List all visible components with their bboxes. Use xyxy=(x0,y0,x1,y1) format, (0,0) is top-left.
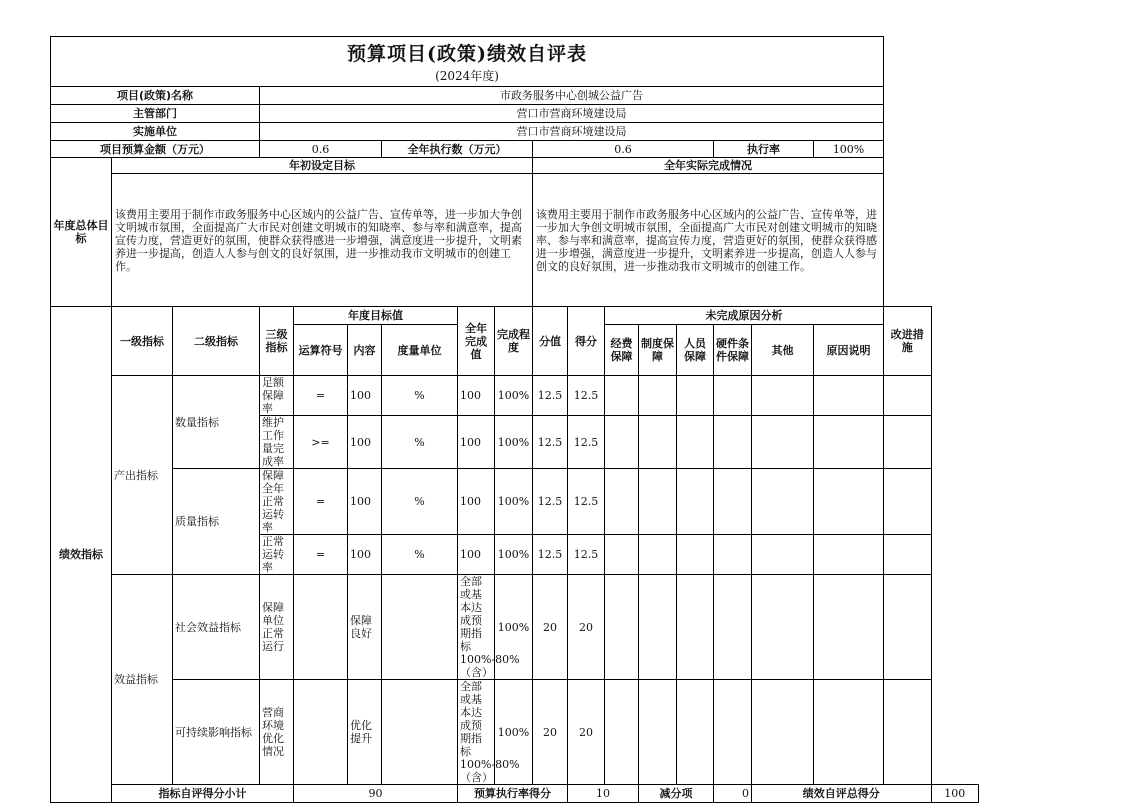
dept-label: 主管部门 xyxy=(51,105,260,123)
header-system: 制度保障 xyxy=(639,325,677,376)
header-reason-group: 未完成原因分析 xyxy=(605,307,884,325)
header-level2: 二级指标 xyxy=(173,307,260,376)
completion-cell: 100% xyxy=(495,376,533,416)
subtotal-label: 指标自评得分小计 xyxy=(112,785,294,803)
table-row xyxy=(51,680,979,785)
output-indicator-label: 产出指标 xyxy=(112,376,173,575)
total-score-value: 100 xyxy=(931,785,978,803)
completion-cell: 100% xyxy=(495,535,533,575)
rate-value: 100% xyxy=(814,141,884,158)
actual-cell: 100 xyxy=(458,469,495,535)
operator-cell: = xyxy=(294,469,348,535)
performance-evaluation-table xyxy=(50,36,979,803)
unit-value: 营口市营商环境建设局 xyxy=(260,123,884,141)
header-score: 得分 xyxy=(568,307,605,376)
content-cell: 优化提升 xyxy=(348,680,382,785)
header-operator: 运算符号 xyxy=(294,325,348,376)
operator-cell: >= xyxy=(294,416,348,469)
operator-cell xyxy=(294,575,348,680)
content-cell: 100 xyxy=(348,535,382,575)
total-score-label: 绩效自评总得分 xyxy=(752,785,932,803)
actual-cell: 100 xyxy=(458,535,495,575)
page-subtitle: (2024年度) xyxy=(435,69,499,84)
budget-value: 0.6 xyxy=(260,141,382,158)
header-completion: 完成程度 xyxy=(495,307,533,376)
actual-result-header: 全年实际完成情况 xyxy=(533,158,884,174)
header-weight: 分值 xyxy=(533,307,568,376)
header-hardware: 硬件条件保障 xyxy=(714,325,752,376)
header-improve: 改进措施 xyxy=(884,307,931,376)
annual-goal-label: 年度总体目标 xyxy=(51,158,112,307)
initial-goal-text: 该费用主要用于制作市政务服务中心区域内的公益广告、宣传单等，进一步加大争创文明城市氛围，全面提高广大市民对创建文明城市的知晓率、参与率和满意率，提高宣传力度，营造更好的氛围，使群众获得感进一步增强，满意度进一步提升，文明素养进一步提高，创造人人参与创文的良好氛围，进一步推动我市文明城市的创建工作。 xyxy=(112,174,533,307)
level3-cell: 保障全年正常运转率 xyxy=(260,469,294,535)
content-cell: 100 xyxy=(348,376,382,416)
header-funding: 经费保障 xyxy=(605,325,639,376)
sustainable-impact-label: 可持续影响指标 xyxy=(173,680,260,785)
budget-score-value: 10 xyxy=(568,785,639,803)
subtitle-cell xyxy=(51,67,884,87)
completion-cell: 100% xyxy=(495,416,533,469)
score-cell: 12.5 xyxy=(568,469,605,535)
budget-score-label: 预算执行率得分 xyxy=(458,785,568,803)
header-level1: 一级指标 xyxy=(112,307,173,376)
dept-value: 营口市营商环境建设局 xyxy=(260,105,884,123)
actual-cell: 100 xyxy=(458,376,495,416)
level3-cell: 营商环境优化情况 xyxy=(260,680,294,785)
benefit-indicator-label: 效益指标 xyxy=(112,575,173,785)
title-cell xyxy=(51,37,884,67)
weight-cell: 12.5 xyxy=(533,535,568,575)
subtotal-value: 90 xyxy=(294,785,458,803)
unit-cell xyxy=(382,680,458,785)
rate-label: 执行率 xyxy=(714,141,814,158)
quantity-indicator-label: 数量指标 xyxy=(173,376,260,469)
actual-cell: 全部或基本达成预期指标100%-80%（含） xyxy=(458,680,495,785)
unit-cell xyxy=(382,575,458,680)
project-name-label: 项目(政策)名称 xyxy=(51,87,260,105)
summary-row xyxy=(51,785,979,803)
quality-indicator-label: 质量指标 xyxy=(173,469,260,575)
completion-cell: 100% xyxy=(495,469,533,535)
executed-label: 全年执行数（万元） xyxy=(382,141,533,158)
header-reason-desc: 原因说明 xyxy=(814,325,884,376)
actual-cell: 100 xyxy=(458,416,495,469)
page-title: 预算项目(政策)绩效自评表 xyxy=(347,42,588,65)
header-actual: 全年完成值 xyxy=(458,307,495,376)
content-cell: 100 xyxy=(348,416,382,469)
header-target-group: 年度目标值 xyxy=(294,307,458,325)
header-level3: 三级指标 xyxy=(260,307,294,376)
level3-cell: 正常运转率 xyxy=(260,535,294,575)
score-cell: 12.5 xyxy=(568,416,605,469)
weight-cell: 12.5 xyxy=(533,469,568,535)
content-cell: 保障良好 xyxy=(348,575,382,680)
table-row xyxy=(51,469,979,535)
operator-cell: = xyxy=(294,376,348,416)
actual-cell: 全部或基本达成预期指标100%-80%（含） xyxy=(458,575,495,680)
project-name-value: 市政务服务中心创城公益广告 xyxy=(260,87,884,105)
unit-label: 实施单位 xyxy=(51,123,260,141)
operator-cell xyxy=(294,680,348,785)
operator-cell: = xyxy=(294,535,348,575)
unit-cell: % xyxy=(382,469,458,535)
deduct-value: 0 xyxy=(714,785,752,803)
header-unit: 度量单位 xyxy=(382,325,458,376)
score-cell: 20 xyxy=(568,680,605,785)
weight-cell: 20 xyxy=(533,680,568,785)
executed-value: 0.6 xyxy=(533,141,714,158)
weight-cell: 12.5 xyxy=(533,376,568,416)
level3-cell: 维护工作量完成率 xyxy=(260,416,294,469)
level3-cell: 保障单位正常运行 xyxy=(260,575,294,680)
header-content: 内容 xyxy=(348,325,382,376)
initial-goal-header: 年初设定目标 xyxy=(112,158,533,174)
indicators-label: 绩效指标 xyxy=(51,307,112,803)
table-row xyxy=(51,376,979,416)
header-other: 其他 xyxy=(752,325,814,376)
completion-cell: 100% xyxy=(495,680,533,785)
weight-cell: 20 xyxy=(533,575,568,680)
budget-label: 项目预算金额（万元） xyxy=(51,141,260,158)
unit-cell: % xyxy=(382,535,458,575)
content-cell: 100 xyxy=(348,469,382,535)
score-cell: 12.5 xyxy=(568,376,605,416)
score-cell: 20 xyxy=(568,575,605,680)
completion-cell: 100% xyxy=(495,575,533,680)
score-cell: 12.5 xyxy=(568,535,605,575)
actual-result-text: 该费用主要用于制作市政务服务中心区域内的公益广告、宣传单等，进一步加大争创文明城市氛围，全面提高广大市民对创建文明城市的知晓率、参与率和满意率，提高宣传力度，营造更好的氛围，使群众获得感进一步增强，满意度进一步提升，文明素养进一步提高，创造人人参与创文的良好氛围，进一步推动我市文明城市的创建工作。 xyxy=(533,174,884,307)
table-row xyxy=(51,575,979,680)
unit-cell: % xyxy=(382,376,458,416)
social-benefit-label: 社会效益指标 xyxy=(173,575,260,680)
header-personnel: 人员保障 xyxy=(677,325,714,376)
deduct-label: 减分项 xyxy=(639,785,714,803)
weight-cell: 12.5 xyxy=(533,416,568,469)
level3-cell: 足额保障率 xyxy=(260,376,294,416)
unit-cell: % xyxy=(382,416,458,469)
